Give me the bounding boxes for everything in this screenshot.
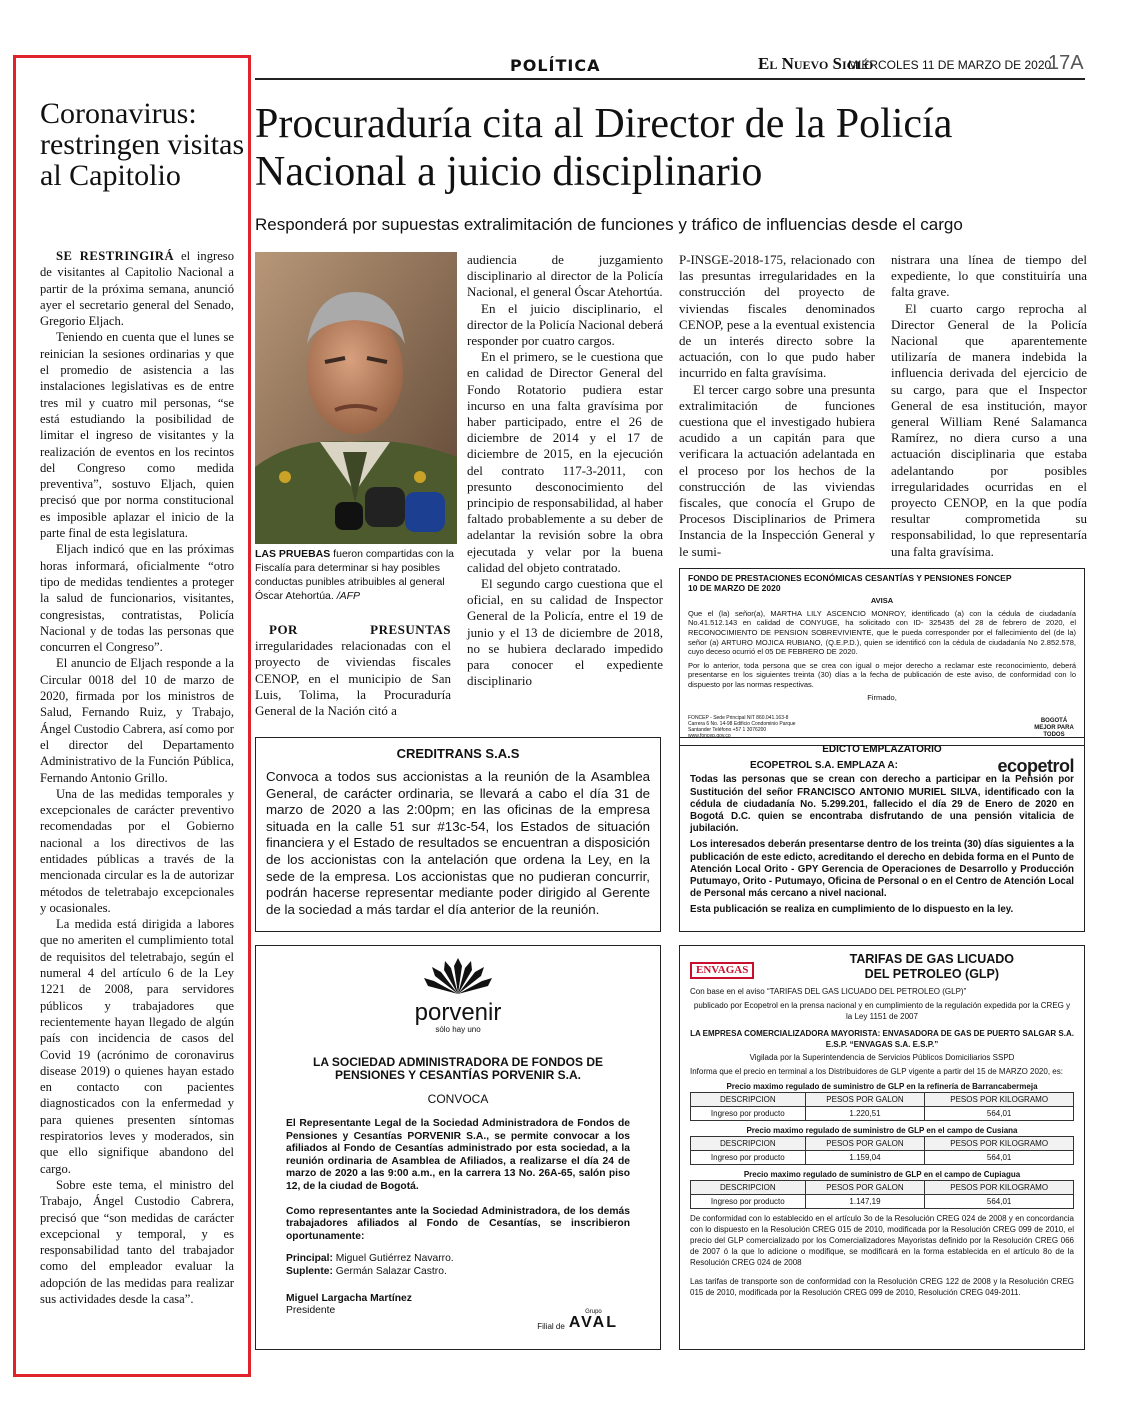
- suplente-label: Suplente:: [286, 1265, 333, 1277]
- table-row: [691, 1151, 1074, 1165]
- article-column-4: [891, 252, 1087, 559]
- foncep-signed: Firmado,: [867, 692, 897, 702]
- article-paragraph: El tercer cargo sobre una presunta extralimitación de funciones cuestiona que el investigado hubiera acudido a un capitán para que verificara la actuación adelantada en el proceso por los hechos de la construcción de las viviendas fiscales, que conocía el Grupo de Procesos Disciplinarios de Primera Instancia de la Inspección General y le sumi-: [679, 381, 875, 559]
- article-column-3: [679, 252, 875, 559]
- foncep-avisa: AVISA: [870, 596, 894, 606]
- grupo-label: Grupo: [585, 1309, 602, 1315]
- foncep-date: 10 DE MARZO DE 2020: [688, 582, 781, 593]
- section-label: POLÍTICA: [510, 56, 601, 75]
- table-cell: 1.220,51: [805, 1107, 925, 1121]
- porvenir-logo: porvenir: [414, 999, 502, 1026]
- envagas-note: De conformidad con lo establecido en el artículo 3o de la Resolución CREG 024 de 2008 y en concordancia con lo dispuesto en la Resolución CREG 015 de 2010, modificada por la Resolución CREG 099 de 2010, el precio del GLP comercializado por los Comercializadores Mayoristas definido por la Resolución CREG 066 de 2007 ó la que lo adicione o modifique, se modificará en la forma establecida en el artículo 8o de la Resolución CREG 024 de 2008: [690, 1214, 1074, 1267]
- envagas-intro: Con base en el aviso “TARIFAS DEL GAS LICUADO DEL PETROLEO (GLP)”: [690, 987, 967, 996]
- header-rule: [255, 78, 1085, 80]
- table-header-cell: PESOS POR GALON: [805, 1093, 925, 1107]
- gas-price-table: [690, 1136, 1074, 1165]
- bogota-logo: BOGOTÁ MEJOR PARA TODOS: [1034, 718, 1074, 738]
- creditrans-title: CREDITRANS S.A.S: [396, 746, 520, 761]
- table-cell: 564,01: [925, 1107, 1074, 1121]
- general-portrait-photo: [255, 252, 457, 544]
- edicto-paragraph: Todas las personas que se crean con derecho a participar en la Pensión por Sustitución del señor FRANCISCO ANTONIO MURIEL SILVA, identificado con la cédula de ciudadanía No. 5.299.201, fallecido el día 29 de Enero de 2020 en Bogotá D.C. quien se encontraba disfrutando de una pensión vitalicia de jubilación.: [690, 774, 1074, 835]
- sun-icon: [418, 956, 498, 996]
- side-paragraph: Una de las medidas temporales y excepcionales de carácter preventivo recomendadas por el Gobierno nacional a los directivos de las entidades públicas a través de la mencionada circular es la de autorizar métodos de teletrabajo excepcionales y ocasionales.: [40, 786, 234, 915]
- table-row: [691, 1195, 1074, 1209]
- main-subheadline: Responderá por supuestas extralimitación de funciones y tráfico de influencias desde el cargo: [255, 215, 963, 234]
- article-paragraph: El cuarto cargo reprocha al Director General de la Policía Nacional que aparentemente utilizaría de manera indebida la influencia derivada del ejercicio de su cargo, para que el Inspector General de esa institución, mayor general William René Salamanca Ramírez, no diera curso a una actuación disciplinaria que estaba adelantando por posibles irregularidades ocurridas en el proyecto CENOP, en la que podía resultar comprometida su responsabilidad, lo que representaría una falta gravísima.: [891, 300, 1087, 559]
- article-paragraph: irregularidades relacionadas con el proyecto de viviendas fiscales CENOP, en el municipio de San Luis, Tolima, la Procuraduría General de la Nación citó a: [255, 638, 451, 719]
- main-headline: Procuraduría cita al Director de la Policía Nacional a juicio disciplinario: [255, 101, 953, 195]
- side-article-title: Coronavirus: restringen visitas al Capitolio: [40, 97, 245, 192]
- signer-name: Miguel Largacha Martínez: [286, 1292, 412, 1304]
- gas-price-tables: [690, 1081, 1074, 1209]
- table-header-cell: DESCRIPCION: [691, 1181, 806, 1195]
- foncep-footer: FONCEP - Sede Principal NIT 860.041.163-8 Carrera 6 No. 14-98 Edificio Condominio Parque Santander Teléfono +57 1 3076200 www.foncep.gov.co: [688, 715, 796, 739]
- aval-logo: AVAL: [568, 1314, 618, 1331]
- porvenir-body: El Representante Legal de la Sociedad Administradora de Fondos de Pensiones y Cesantías PORVENIR S.A., se permite convocar a los afiliados al Fondo de Cesantías administrado por esta sociedad, a la reunión ordinaria de Asamblea de Afiliados, a realizarse el día 24 de marzo de 2020 a las 9:00 a.m., en la carrera 13 No. 26A-65, salón piso 12, de la ciudad de Bogotá.: [286, 1118, 630, 1192]
- table-header-cell: PESOS POR GALON: [805, 1181, 925, 1195]
- caption-lead: LAS PRUEBAS: [255, 548, 331, 560]
- caption-credit: /AFP: [333, 590, 361, 602]
- table-header-cell: DESCRIPCION: [691, 1093, 806, 1107]
- creditrans-body: Convoca a todos sus accionistas a la reunión de la Asamblea General, de carácter ordinaria, se llevará a cabo el día 31 de marzo de 2020 a las 2:00pm; en las oficinas de la empresa situada en la calle 51 sur #13c-54, los Estados de situación financiera y el Estado de resultados se encuentran a disposición de los accionistas con la antelación que ordena la Ley, en la sede de la empresa. Los accionistas que no pudieran concurrir, podrán hacerse representar mediante poder dirigido al Gerente de la sociedad a más tardar el día anterior de la reunión.: [266, 769, 650, 917]
- side-paragraph: Sobre este tema, el ministro del Trabajo, Ángel Custodio Cabrera, precisó que “son medidas de carácter excepcional y temporal, y es responsabilidad tanto del trabajador como del empleador evaluar la adopción de las medidas para realizar sus actividades desde la casa”.: [40, 1177, 234, 1306]
- gas-price-table: [690, 1092, 1074, 1121]
- envagas-informa: Informa que el precio en terminal a los Distribuidores de GLP vigente a partir del 15 de MARZO 2020, es:: [690, 1067, 1063, 1076]
- side-article-body: [40, 248, 234, 1363]
- porvenir-body: Como representantes ante la Sociedad Administradora, de los demás trabajadores afiliados al Fondo de Cesantías, se inscribieron oportunamente:: [286, 1205, 630, 1242]
- creditrans-notice: [255, 737, 661, 932]
- envagas-notice: [679, 945, 1085, 1350]
- newspaper-brand: El Nuevo Siglo: [758, 54, 874, 73]
- portrait-illustration: [255, 252, 457, 544]
- table-cell: 564,01: [925, 1195, 1074, 1209]
- signer-role: Presidente: [286, 1305, 336, 1317]
- gas-table-title: Precio maximo regulado de suministro de GLP en el campo de Cupiagua: [743, 1170, 1021, 1179]
- gas-table-title: Precio maximo regulado de suministro de GLP en la refinería de Barrancabermeja: [726, 1082, 1038, 1091]
- foncep-body: Por lo anterior, toda persona que se crea con igual o mejor derecho a reclamar este reconocimiento, deberá presentarse en los siguientes treinta (30) días a la fecha de publicación de este aviso, de conformidad con lo dispuesto por las normas respectivas.: [688, 660, 1076, 689]
- article-column-1: [255, 622, 451, 744]
- foncep-notice: [679, 568, 1085, 746]
- envagas-logo: ENVAGAS: [690, 962, 754, 979]
- side-paragraph: Teniendo en cuenta que el lunes se reinician la sesiones ordinarias y que el promedio de asistencia a las instalaciones legislativas es de entre tres mil y cuatro mil personas, “se está estudiando la posibilidad de limitar el ingreso de visitantes y la realización de eventos en los recintos del Congreso como medida preventiva”, sostuvo Eljach, quien precisó que por norma constitucional es imposible aplazar el inicio de la parte final de esta legislatura.: [40, 330, 234, 541]
- article-paragraph: En el primero, se le cuestiona que en calidad de Director General del Fondo Rotatorio pudiera estar incurso en una falta gravísima por haber participado, entre el 26 de diciembre de 2014 y el 17 de diciembre de 2015, en la ejecución del contrato 117-3-2011, con presunto desconocimiento del principio de responsabilidad, al haber faltado probablemente a su deber de adelantar la revisión sobre la obra ejecutada y velar por la buena calidad del objeto contratado.: [467, 349, 663, 575]
- table-cell: 564,01: [925, 1151, 1074, 1165]
- table-cell: Ingreso por producto: [691, 1107, 806, 1121]
- edicto-notice: [679, 737, 1085, 932]
- foncep-title: FONDO DE PRESTACIONES ECONÓMICAS CESANTÍAS Y PENSIONES FONCEP: [688, 573, 1012, 583]
- principal-name: Miguel Gutiérrez Navarro.: [332, 1253, 454, 1265]
- porvenir-notice: [255, 945, 661, 1350]
- porvenir-tagline: sólo hay uno: [435, 1025, 481, 1034]
- edicto-paragraph: Los interesados deberán presentarse dentro de los treinta (30) días siguientes a la publicación de este edicto, acreditando el derecho en debida forma en el Punto de Atención Local Orito - GPY Gerencia de Operaciones de Desarrollo y Producción Putumayo, Orito - Putumayo, Oficina de Personal o en el Centro de Atención Local de Personal más cercano a nivel nacional.: [690, 839, 1074, 900]
- side-paragraph: El anuncio de Eljach responde a la Circular 0018 del 10 de marzo de 2020, firmada por los ministros de Salud, Fernando Ruiz, y Trabajo, Ángel Custodio Cabrera, así como por el director del Departamento Administrativo de la Función Pública, Fernando Antonio Grillo.: [40, 656, 234, 785]
- envagas-note: Las tarifas de transporte son de conformidad con la Resolución CREG 122 de 2008 y la Resolución CREG 015 de 2010, modificada por la Resolución CREG 099 de 2010, Resolución CREG 049-2011.: [690, 1277, 1074, 1297]
- table-header-cell: PESOS POR KILOGRAMO: [925, 1093, 1074, 1107]
- page-number: 17A: [1048, 52, 1084, 74]
- porvenir-heading: LA SOCIEDAD ADMINISTRADORA DE FONDOS DE PENSIONES Y CESANTÍAS PORVENIR S.A.: [312, 1055, 603, 1082]
- table-header-cell: PESOS POR GALON: [805, 1137, 925, 1151]
- side-paragraph: Eljach indicó que en las próximas horas informará, oficialmente “otro tipo de medidas tendientes a proteger la salud de funcionarios, visitantes, congresistas, contratistas, Policía Nacional y de todas las personas que concurren el Congreso”.: [40, 542, 234, 655]
- photo-caption: [255, 547, 455, 603]
- porvenir-logo-block: [286, 956, 630, 1034]
- principal-label: Principal:: [286, 1253, 333, 1265]
- table-header-cell: PESOS POR KILOGRAMO: [925, 1137, 1074, 1151]
- table-header-cell: DESCRIPCION: [691, 1137, 806, 1151]
- porvenir-convoca: CONVOCA: [427, 1092, 489, 1106]
- table-row: [691, 1107, 1074, 1121]
- article-paragraph: En el juicio disciplinario, el director de la Policía Nacional deberá responder por cuatro cargos.: [467, 300, 663, 349]
- ecopetrol-logo: ecopetrol: [997, 756, 1074, 777]
- edicto-subtitle: ECOPETROL S.A. EMPLAZA A:: [750, 760, 898, 772]
- envagas-title: DEL PETROLEO (GLP): [864, 967, 1000, 981]
- gas-price-table: [690, 1180, 1074, 1209]
- envagas-title: TARIFAS DE GAS LICUADO: [849, 952, 1014, 966]
- table-header-cell: PESOS POR KILOGRAMO: [925, 1181, 1074, 1195]
- caption-text: fueron compartidas con la Fiscalía para determinar si hay posibles conductas punibles atribuibles al general Óscar Atehortúa.: [255, 548, 454, 602]
- edicto-title: EDICTO EMPLAZATORIO: [822, 744, 942, 755]
- edicto-paragraph: Esta publicación se realiza en cumplimiento de lo dispuesto en la ley.: [690, 904, 1014, 916]
- gas-table-title: Precio maximo regulado de suministro de GLP en el campo de Cusiana: [746, 1126, 1018, 1135]
- dateline: MIÉRCOLES 11 DE MARZO DE 2020: [848, 58, 1052, 72]
- article-column-2: [467, 252, 663, 746]
- article-paragraph: audiencia de juzgamiento disciplinario al director de la Policía Nacional, el general Óscar Atehortúa.: [467, 252, 663, 300]
- envagas-company: LA EMPRESA COMERCIALIZADORA MAYORISTA: ENVASADORA DE GAS DE PUERTO SALGAR S.A. E.S.P. “ENVAGAS S.A. E.S.P.”: [690, 1029, 1074, 1049]
- filial-label: Filial de: [537, 1322, 565, 1331]
- table-cell: 1.159,04: [805, 1151, 925, 1165]
- article-paragraph: El segundo cargo cuestiona que el oficial, en su calidad de Inspector General de la Policía, entre el 19 de junio y el 13 de diciembre de 2018, no se hubiera declarado impedido para conocer el expediente disciplinario: [467, 576, 663, 689]
- foncep-body: Que el (la) señor(a), MARTHA LILY ASCENCIO MONROY, identificado (a) con la cédula de ciudadanía No.41.512.143 en calidad de CONYUGE, ha solicitado con ID- 325435 del 28 de febrero de 2020, el RECONOCIMIENTO DE PENSION SOBREVIVIENTE, que le pueda corresponder por el fallecimiento del (de la) señor (a) ARTURO MOJICA RUBIANO, (Q.E.P.D.), quien se identificó con la cédula de ciudadanía No 2.852.578, cuyo deceso ocurrió el 05 DE FEBRERO DE 2020.: [688, 608, 1076, 657]
- article-paragraph: nistrara una línea de tiempo del expediente, lo que constituiría una falta grave.: [891, 252, 1087, 300]
- table-cell: 1.147,19: [805, 1195, 925, 1209]
- suplente-name: Germán Salazar Castro.: [332, 1265, 447, 1277]
- envagas-intro: publicado por Ecopetrol en la prensa nacional y en cumplimiento de la regulación expedida por la CREG y la Ley 1151 de 2007: [693, 1001, 1071, 1021]
- side-lead: SE RESTRINGIRÁ: [56, 249, 175, 263]
- table-cell: Ingreso por producto: [691, 1195, 806, 1209]
- article-paragraph: P-INSGE-2018-175, relacionado con las presuntas irregularidades en la construcción del proyecto de viviendas fiscales denominados CENOP, pese a la eventual existencia de un interés directo sobre la actuación, con lo que pudo haber incurrido en falta gravísima.: [679, 252, 875, 381]
- article-lead: POR PRESUNTAS: [269, 622, 451, 637]
- envagas-vigilada: Vigilada por la Superintendencia de Servicios Públicos Domiciliarios SSPD: [749, 1053, 1015, 1062]
- table-cell: Ingreso por producto: [691, 1151, 806, 1165]
- side-paragraph: La medida está dirigida a labores que no ameriten el cumplimiento total de requisitos del teletrabajo, según el numeral 4 del artículo 6 de la Ley 1221 de 2008, para servidores públicos y trabajadores que recientemente hayan llegado de algún país con incidencia de casos del Covid 19 (acrónimo de coronavirus disease 2019) o quienes hayan estado en contacto con pacientes diagnosticados con la enfermedad y para quienes presenten síntomas respiratorios leves y moderados, sin que ello signifique abandono del cargo.: [40, 917, 234, 1176]
- side-paragraph: el ingreso de visitantes al Capitolio Nacional a partir de la próxima semana, anunció ayer el secretario general del Senado, Gregorio Eljach.: [40, 249, 234, 329]
